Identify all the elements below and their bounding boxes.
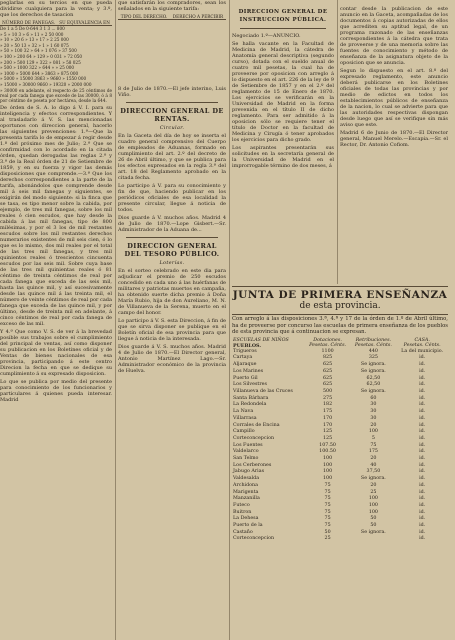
school-casa: id.	[419, 442, 426, 448]
body-paragraph: contar desde la publicacion de este anuncio en la Gaceta, acompañadas de los documentos á copias autorizadas de ellos que acrediten su aptitud legal, de un programa razonado de las enseñanzas correspondientes á la cátedra que trata de proveerse y de una memoria sobre las fuentes de conocimiento y método de enseñanza de la asignatura objeto de la oposicion que se anuncia.	[340, 6, 448, 66]
body-paragraph: En la Gaceta del día de hoy se inserta el cuadro general comprensivo del Cuerpo de empleados de Aduanas, formado en cumplimiento del art. 2.º del decreto de 26 de Abril último, y que se publica para los efectos expresados en la regla 3.ª del art. 18 del Reglamento aprobado en la citada fecha.	[118, 133, 226, 181]
school-dotacion: 125	[323, 429, 333, 435]
school-casa: id.	[419, 389, 426, 394]
school-retribucion: 100	[368, 429, 378, 435]
body-paragraph: Dios guarde á V. S. muchos años. Madrid 4 de Julio de 1870.—El Director general, Antonio Martínez Lago.—Sr. Administrador económico de la provincia de Huelva.	[118, 344, 226, 374]
school-retribucion: 62,50	[366, 375, 381, 381]
table-row	[232, 349, 448, 356]
school-casa: id.	[419, 529, 426, 535]
school-name: Santa Bárbara	[233, 395, 269, 401]
school-casa: id.	[419, 429, 426, 435]
table-row	[232, 423, 448, 430]
school-dotacion: 625	[323, 362, 333, 368]
school-name: Archidona	[233, 482, 258, 488]
school-retribucion: 60	[370, 395, 377, 401]
section-heading: DIRECCION GENERAL DE INSTRUCCION PÚBLICA.	[238, 9, 328, 23]
school-name: Jabugo Arias	[233, 469, 265, 475]
school-retribucion: 175	[368, 449, 378, 455]
column-rule	[337, 0, 338, 284]
school-retribucion: 325	[368, 355, 378, 361]
table-row: » 200 » 500 129 » 322 » 081 » 58 025	[0, 59, 81, 65]
school-dotacion: 75	[324, 482, 331, 488]
header-numero: NÚMERO DE FANEGAS.	[0, 20, 57, 26]
table-row: » 5000 » 15000 3863 » 9660 » 1550 000	[0, 76, 87, 82]
school-retribucion: 37,50	[366, 469, 381, 475]
table-row: De 1 a 5 De 0·644 3 1 3 ... 800	[0, 26, 65, 31]
school-retribucion: 20	[370, 456, 377, 462]
table-row: » 50 » 100 32 » 64 » 1 076 » 37 500	[0, 48, 77, 54]
table-row	[232, 382, 448, 389]
header-derecho: DERECHO A PERCIBIR	[170, 14, 226, 20]
anuncio-caption: Negociado 1.º—ANUNCIO.	[232, 33, 301, 39]
school-casa: id.	[419, 449, 426, 455]
school-name: La Dehesa	[233, 516, 259, 522]
table-row: » 10 » 20 6 » 13 » 17 » 2 25 000	[0, 37, 69, 43]
table-row: » 15000 » 30000 9660 » 19320 » 2000 000	[0, 81, 92, 87]
school-retribucion: 62,50	[366, 382, 381, 388]
body-paragraph: Lo participo á V. S. esta Direccion, á fin de que se sirva disponer se publique en el Boletín oficial de esa provincia para que llegue á noticia de la interesada.	[118, 318, 226, 342]
table-row	[232, 389, 448, 396]
table-row: » 5 » 10 3 » 6 » 11 » 2 50 000	[0, 31, 64, 37]
school-dotacion: 182	[323, 402, 333, 408]
school-retribucion: 30	[370, 409, 377, 415]
school-name: Manzanilla	[233, 496, 260, 502]
body-paragraph: Y 4.ª Que como V. S. de ver á la brevedad posible sus trabajos sobre el cumplimiento del principal de ventas, así como disponer su publicacion en los Boletines oficial y de Ventas de bienes nacionales de esa provincia, participando á este centro Direcion la fecha en que se dedique su cumplimiento á su expresado disposicion.	[0, 328, 112, 377]
date-line: 8 de Julio de 1870.—El jefe interino, Luis Viño.	[118, 86, 226, 98]
table-row	[232, 369, 448, 376]
school-retribucion	[350, 536, 396, 543]
school-dotacion: 275	[323, 395, 333, 401]
school-name: Trigueros	[233, 348, 257, 354]
school-casa: id.	[419, 536, 426, 542]
table-row	[232, 483, 448, 490]
intro-text: peglarlas en su tercios en que pueda dividirse cualquiera para la venta; y 3.º, que los derechos de tasacion	[0, 0, 112, 18]
school-name: Valdesalda	[233, 476, 260, 482]
school-casa: id.	[419, 496, 426, 502]
school-name: Castaño	[233, 529, 253, 535]
table-row	[232, 516, 448, 523]
school-dotacion: 825	[323, 355, 333, 361]
tariff-rows	[0, 26, 112, 88]
school-casa: id.	[419, 462, 426, 468]
table-row	[232, 443, 448, 450]
header-pesetas: Pesetas. Cénts.	[403, 343, 441, 349]
divider	[126, 237, 218, 238]
school-retribucion: Se ignora.	[360, 529, 386, 535]
table-row	[232, 523, 448, 530]
school-casa: id.	[419, 409, 426, 415]
school-name: Villarrasa	[233, 415, 257, 421]
school-retribucion: 40	[370, 462, 377, 468]
school-casa: id.	[419, 368, 426, 374]
school-name: Los Cerberones	[233, 462, 272, 468]
school-casa: id.	[419, 502, 426, 508]
school-name: Los Marines	[233, 368, 264, 374]
school-dotacion: 75	[324, 502, 331, 508]
school-name: Los Fuentes	[233, 442, 263, 448]
school-retribucion: 50	[370, 516, 377, 522]
divider	[126, 102, 218, 103]
school-retribucion: 75	[370, 442, 377, 448]
body-paragraph: Lo que se publica por medio del presente para conocimiento de los funcionarios y particulares á quienes pueda interesar. Madrid	[0, 378, 112, 403]
column-rule	[115, 0, 116, 640]
school-dotacion: 625	[323, 382, 333, 388]
school-name: Corteconcepcion	[233, 435, 275, 441]
body-paragraph: Dios guarde á V. muchos años. Madrid 4 de Julio de 1870.—Lope Gisbert.—Sr. Administrador de la Aduana de...	[118, 215, 226, 233]
school-retribucion: 100	[368, 509, 378, 515]
school-retribucion: Se ignora.	[360, 389, 386, 394]
school-dotacion: 25	[324, 536, 331, 542]
header-retribuciones: Retribuciones.	[355, 337, 392, 343]
school-name: Los Silvestres	[233, 382, 267, 388]
table-row	[232, 503, 448, 510]
school-retribucion: 30	[370, 415, 377, 421]
school-casa: id.	[419, 523, 426, 529]
column-1	[0, 0, 112, 640]
school-dotacion: 75	[324, 523, 331, 529]
table-row	[232, 456, 448, 463]
table-row	[232, 409, 448, 416]
school-dotacion: 107.50	[319, 442, 336, 448]
table-row: » 100 » 200 64 » 129 » 0 031 » 72 050	[0, 53, 83, 59]
school-casa: id.	[419, 395, 426, 401]
table-row	[232, 463, 448, 470]
school-retribucion: 5	[371, 435, 375, 441]
schools-table	[232, 338, 448, 543]
school-name: Buitron	[233, 509, 252, 515]
school-retribucion: Se ignora.	[360, 362, 386, 368]
junta-intro: Con arreglo á las disposiciones 3.ª, 4.ª y 17 de la órden de 1.º de Abril último, ha de proveerse por concurso las escuelas de primera enseñanza de los pueblos de esta provincia que á continuacion se expresan.	[232, 316, 448, 336]
school-name: Corteconcepcion	[233, 536, 275, 542]
school-dotacion: 625	[323, 375, 333, 381]
divider	[240, 28, 326, 29]
school-casa: id.	[419, 422, 426, 428]
table-row	[232, 436, 448, 443]
junta-banner	[232, 286, 448, 315]
school-retribucion: 50	[370, 523, 377, 529]
school-name: Campillo	[233, 429, 255, 435]
school-casa: La del municipio.	[401, 348, 444, 354]
table-row	[232, 402, 448, 409]
column-2	[118, 0, 226, 640]
header-dotaciones: Dotaciones.	[313, 337, 342, 343]
body-paragraph: Segun lo dispuesto en el art. 8.º del expresado reglamento, este anuncio deberá publicarse en los Boletines oficiales de todas las provincias y por medio de edictos en todos los establecimientos públicos de enseñanza de la nacion, lo cual se advierte para que las autoridades respectivas dispongan desde luego que así se verifique sin más aviso que este.	[340, 68, 448, 128]
school-dotacion: 170	[323, 415, 333, 421]
school-name: Marigenta	[233, 489, 259, 495]
header-tipo: TIPO DEL DERECHO.	[118, 14, 170, 20]
table-row	[232, 355, 448, 362]
school-dotacion: 50	[324, 529, 331, 535]
school-dotacion: 170	[323, 422, 333, 428]
table-row	[232, 476, 448, 483]
section-heading: DIRECCION GENERAL DE RENTAS.	[120, 107, 224, 123]
column-rule	[229, 0, 230, 640]
school-casa: id.	[419, 435, 426, 441]
school-retribucion: 30	[370, 402, 377, 408]
school-name: Puerto de la	[233, 523, 263, 529]
school-dotacion: 100	[323, 456, 333, 462]
table-row	[232, 536, 448, 543]
table-row: » 500 » 1000 322 » 644 » » 25 000	[0, 65, 75, 71]
school-retribucion: Se ignora.	[360, 476, 386, 482]
school-casa: id.	[419, 456, 426, 462]
table-row	[232, 469, 448, 476]
school-casa: id.	[419, 489, 426, 495]
school-retribucion: 20	[370, 482, 377, 488]
body-paragraph: En el sorteo celebrado en este dia para adjudicar el premio de 250 escudos concedido en cada uno á las huérfanas de militares y patriotas muertos en campaña, ha obtenido suerte dicha premio á Doña María Rubio, hija de don Aureliano, M. N. de Villanueva de la Serena, muerto en el campo del honor.	[118, 268, 226, 316]
school-dotacion: 75	[324, 496, 331, 502]
school-dotacion: 1100	[321, 348, 334, 354]
section-heading: DIRECCION GENERAL DEL TESORO PÚBLICO.	[124, 242, 220, 258]
table-row	[232, 429, 448, 436]
school-dotacion: 100	[323, 462, 333, 468]
loterias-caption: Loterías.	[159, 260, 185, 266]
school-casa: id.	[419, 482, 426, 488]
school-name: Aljaraque	[233, 362, 257, 368]
school-name: Cartaya	[233, 355, 253, 361]
school-casa: id.	[419, 382, 426, 388]
school-casa: id.	[419, 516, 426, 522]
body-paragraph: Madrid 6 de Junio de 1870.—El Director general, Manuel Merelo.—Escapia.—Sr. el Rector, Dr. Antonio Cofiom.	[340, 130, 448, 148]
header-pueblos: PUEBLOS.	[233, 342, 262, 349]
school-casa: id.	[419, 402, 426, 408]
school-name: San Telmo	[233, 456, 259, 462]
column-4	[340, 0, 448, 284]
school-dotacion: 75	[324, 516, 331, 522]
tariff-lead: que satisfarán los compradores, sean los señalados en la siguiente tarifa:	[118, 0, 226, 12]
column-3	[232, 0, 334, 284]
school-retribucion: 20	[370, 422, 377, 428]
table-row	[232, 510, 448, 517]
school-retribucion: 440	[368, 348, 378, 354]
header-casa: CASA.	[414, 337, 430, 343]
header-pesetas: Pesetas. Cénts.	[309, 343, 347, 349]
circular-caption: Circular.	[159, 125, 185, 131]
school-dotacion: 500	[323, 389, 333, 394]
school-casa: id.	[419, 476, 426, 482]
school-retribucion: 100	[368, 496, 378, 502]
school-name: Corrales de Encina	[233, 422, 280, 428]
junta-section	[232, 316, 448, 543]
table-row	[232, 496, 448, 503]
school-retribucion: Se ignora.	[360, 368, 386, 374]
school-dotacion: 100.50	[319, 449, 336, 455]
school-dotacion: 625	[323, 368, 333, 374]
school-name: Futeco	[233, 502, 250, 508]
school-name: Valdelarco	[233, 449, 259, 455]
table-row	[232, 449, 448, 456]
header-escuelas: ESCUELAS DE NIÑOS	[233, 337, 289, 343]
school-dotacion: 100	[323, 469, 333, 475]
table-row	[232, 362, 448, 369]
school-dotacion: 100	[323, 476, 333, 482]
school-dotacion: 125	[323, 435, 333, 441]
school-rows	[232, 349, 448, 543]
school-name: La Redondela	[233, 402, 267, 408]
school-name: Villanueva de las Cruces	[233, 389, 293, 394]
body-paragraph: De órden de S. A. lo digo á V. I. para su inteligencia y efectos correspondientes. Y al trasladarlo á V. S. las mencionadas oportunos con direccion general, hacerlo las siguientes prevenciones: 1.ª—Que la presenta tarifa lo de empezar á regir desde 1.º del próximo mes de Julio; 2.ª Que se confirmidad con lo acordado en la citada órden, quedan derogadas las reglas 2.ª y 3.ª de la Real órden de 21 de Setiembre de 1859, y en su fuerza y vigor las demás disposiciones que comprende.—3.ª Que los derechos correspondientes a la parte de la tarifa, abonándolos que comprende desde mil á seis mil fanegas y siguientes, se exigirán del modo siguiente: si la finca que se tasa, es tipo menor sobre la cabida, por ejemplo, de tres mil fanegas, sobre los mil reales ó cien escudos, que hay desde la cabida á las mil fanegas, tipo de 800 milésimas, y por el 3 los de mil restantes escudos sobre los mil restantes derechos numerarios existentes de mil seis cien, ó lo que es lo mismo, dos mil reales por el total de las tres mil fanegas, y tres mil quinientos reales ó trescientos cincuenta escudos por las seis mil. Sobre cuya base de las tres mil quinientas reales ó 81 céntimo de treinta céntimos de real por cada fanega que exceda de las seis mil, hasta las quince mil, y así sucesivamente desde las quince mil á las treinta mil, el número de veinte céntimos de real por cada fanega que exceda de las quince mil, y por último, desde de treinta mil en adelante, á cinco céntimos de real por cada fanega de exceso de las mil.	[0, 104, 112, 327]
table-row: » 1000 » 5000 644 » 3863 » 875 000	[0, 70, 79, 76]
school-dotacion: 75	[324, 509, 331, 515]
header-pesetas: Pesetas. Cénts.	[354, 343, 392, 349]
table-row	[232, 416, 448, 423]
school-casa: id.	[419, 469, 426, 475]
school-retribucion: 100	[368, 502, 378, 508]
school-casa: id.	[419, 415, 426, 421]
school-name: Puerto Gil	[233, 375, 258, 381]
school-name: La Nava	[233, 409, 254, 415]
table-row	[232, 490, 448, 497]
junta-title: JUNTA DE PRIMERA ENSEÑANZA	[232, 289, 448, 301]
header-equivalencia: SU EQUIVALENCIA EN	[57, 20, 112, 26]
tariff-note: » 30000 en adelante, el respecto de 25 céntimos de real por cada fanega que excede de las 30000, ó á 8 por céntimo de peseta por hectárea, desde la 644.	[0, 87, 112, 103]
school-dotacion: 175	[323, 409, 333, 415]
body-paragraph: Se halla vacante en la Facultad de Medicina de Madrid, la cátedra de Anatomía general descriptiva (segundo curso), dotada con el sueldo anual de cuatro mil pesetas, la cual ha de proveerse por oposicion con arreglo á lo dispuesto en el art. 226 de la ley de 9 de Setiembre de 1857 y en el 2.º del reglamento de 15 de Enero de 1870. Los ejercicios se verificarán en la Universidad de Madrid en la forma prevenida en el título II de dicho reglamento. Para ser admitido á la oposicion sólo se requiere tener el título de Doctor en la facultad de Medicina y Cirugía ó tener aprobados los ejercicios para dicho grado.	[232, 41, 334, 143]
school-casa: id.	[419, 375, 426, 381]
school-casa: id.	[419, 355, 426, 361]
body-paragraph: Los aspirantes presentarán sus solicitudes en la secretaría general de la Universidad de Madrid en el improrrogable término de dos meses, á	[232, 145, 334, 169]
school-casa: id.	[419, 509, 426, 515]
body-paragraph: Lo participo á V. para su conocimiento y fin de que, haciendo publicar en los periódicos oficiales de esa localidad la presente circular, llegue á noticia de todos.	[118, 183, 226, 213]
school-retribucion: 25	[370, 489, 377, 495]
school-casa: id.	[419, 362, 426, 368]
junta-subtitle: de esta provincia.	[299, 301, 381, 311]
school-dotacion: 75	[324, 489, 331, 495]
table-row: » 20 » 50 13 » 32 » 1 » 1 60 075	[0, 42, 69, 48]
